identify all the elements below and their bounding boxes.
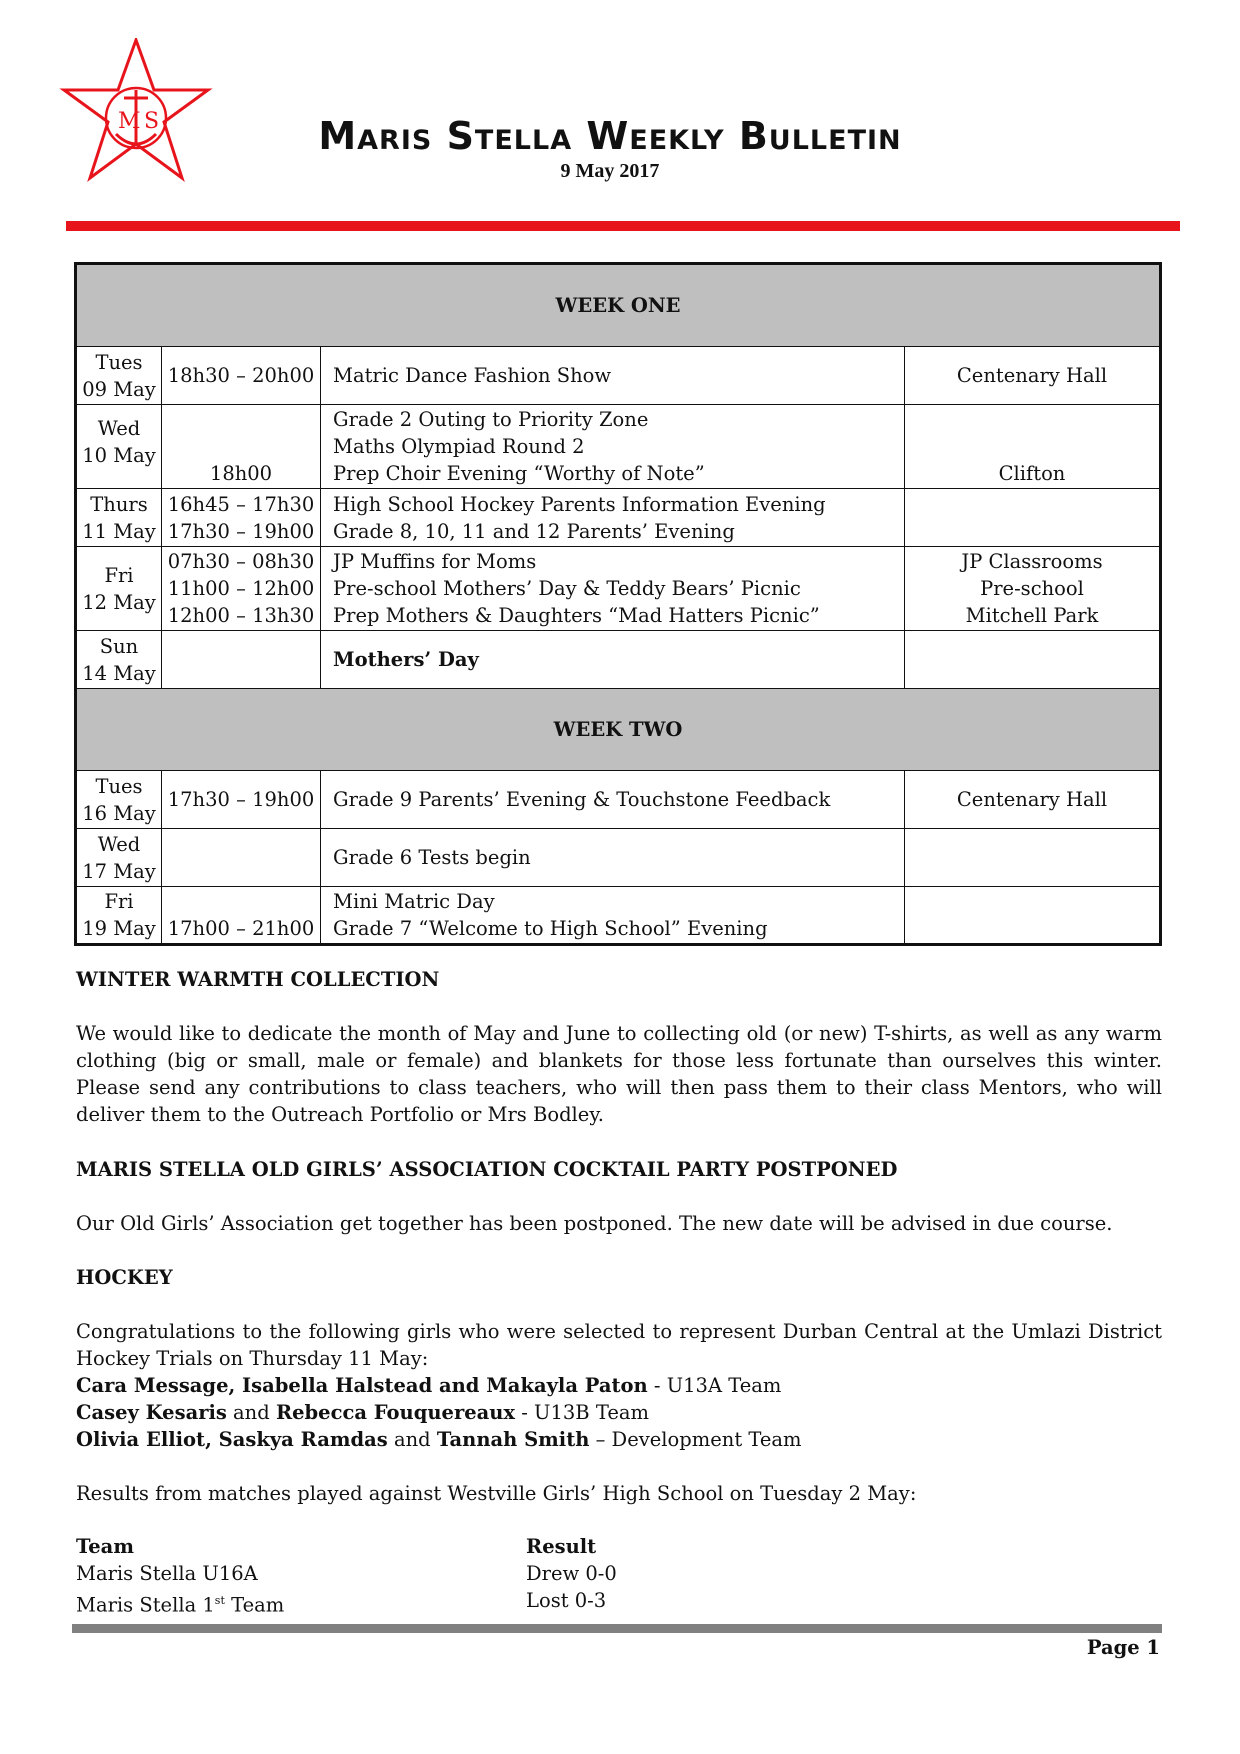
date-label: 09 May: [82, 377, 156, 401]
week-one-heading: WEEK ONE: [76, 264, 1161, 347]
event-label: Prep Choir Evening “Worthy of Note”: [333, 462, 705, 485]
table-row: [76, 887, 1161, 945]
old-girls-text: Our Old Girls’ Association get together has been postponed. The new date will be advised in due course.: [76, 1212, 1113, 1235]
date-label: 19 May: [82, 917, 156, 940]
player-names: Rebecca Fouquereaux: [275, 1401, 516, 1424]
event-label: Pre-school Mothers’ Day & Teddy Bears’ Picnic: [333, 577, 801, 600]
day-label: Tues: [95, 774, 143, 798]
player-names: Casey Kesaris: [76, 1401, 227, 1424]
results-header-result: Result: [526, 1535, 597, 1558]
results-score: Drew 0-0: [526, 1562, 617, 1585]
time-label: 12h00 – 13h30: [167, 604, 315, 627]
event-label: Prep Mothers & Daughters “Mad Hatters Picnic”: [333, 604, 820, 627]
results-team-column: [76, 1533, 284, 1619]
old-girls-section: [76, 1156, 1162, 1237]
school-logo: [58, 38, 214, 190]
event-label: Maths Olympiad Round 2: [333, 435, 585, 458]
table-row: [76, 547, 1161, 631]
hockey-intro: Congratulations to the following girls who were selected to represent Durban Central at the Umlazi District Hockey Trials on Thursday 11 May:: [76, 1320, 1162, 1370]
week-one-header-row: [76, 264, 1161, 347]
day-label: Fri: [104, 890, 134, 913]
date-label: 14 May: [82, 661, 156, 685]
hockey-section: [76, 1264, 1162, 1507]
bulletin-date: 9 May 2017: [560, 160, 660, 182]
venue-label: Centenary Hall: [956, 788, 1108, 811]
day-label: Fri: [104, 563, 134, 587]
venue-label: Mitchell Park: [965, 604, 1099, 627]
time-label: 17h00 – 21h00: [167, 917, 315, 940]
time-label: 11h00 – 12h00: [167, 577, 315, 600]
team-name: – Development Team: [589, 1428, 802, 1451]
event-label: Grade 9 Parents’ Evening & Touchstone Feedback: [333, 788, 831, 811]
logo-letter-m: M: [118, 109, 141, 134]
results-intro: Results from matches played against Westville Girls’ High School on Tuesday 2 May:: [76, 1482, 917, 1505]
hockey-heading: HOCKEY: [76, 1266, 173, 1289]
header-divider: [66, 221, 1180, 231]
time-label: 17h30 – 19h00: [167, 519, 315, 543]
venue-label: Pre-school: [980, 577, 1084, 600]
hockey-selection-line: [76, 1399, 1162, 1426]
team-name: - U13B Team: [515, 1401, 649, 1424]
event-label: Grade 8, 10, 11 and 12 Parents’ Evening: [333, 519, 735, 543]
bulletin-title: Maris Stella Weekly Bulletin: [318, 114, 902, 158]
venue-label: Clifton: [998, 462, 1066, 485]
date-label: 10 May: [82, 444, 156, 467]
player-names: Tannah Smith: [436, 1428, 590, 1451]
table-row: [76, 631, 1161, 689]
logo-letter-s: S: [144, 109, 160, 134]
team-name: - U13A Team: [647, 1374, 782, 1397]
results-score: Lost 0-3: [526, 1589, 607, 1612]
day-label: Thurs: [90, 492, 148, 516]
day-label: Wed: [97, 832, 141, 856]
day-label: Sun: [99, 634, 139, 658]
date-label: 12 May: [82, 590, 156, 614]
time-label: 18h00: [209, 462, 273, 485]
time-label: 16h45 – 17h30: [167, 492, 315, 516]
results-team: Maris Stella U16A: [76, 1562, 258, 1585]
event-label: Matric Dance Fashion Show: [333, 364, 612, 387]
player-names: Cara Message, Isabella Halstead and Makayla Paton: [76, 1374, 648, 1397]
table-row: [76, 829, 1161, 887]
conjunction: and: [226, 1401, 276, 1424]
event-label: Grade 2 Outing to Priority Zone: [333, 408, 649, 431]
date-label: 17 May: [82, 859, 156, 883]
winter-text: We would like to dedicate the month of May and June to collecting old (or new) T-shirts, as well as any warm clothing (big or small, male or female) and blankets for those less fortunate than ourselves this winter. Please send any contributions to class teachers, who will then pass them to their class Mentors, who will deliver them to the Outreach Portfolio or Mrs Bodley.: [76, 1022, 1162, 1126]
date-label: 11 May: [82, 519, 156, 543]
event-label: Mothers’ Day: [333, 648, 479, 671]
time-label: 18h30 – 20h00: [167, 364, 315, 387]
hockey-selection-line: [76, 1372, 1162, 1399]
event-label: JP Muffins for Moms: [333, 550, 537, 573]
page-number: Page 1: [1086, 1636, 1160, 1659]
table-row: [76, 771, 1161, 829]
results-result-column: [526, 1533, 617, 1614]
table-row: [76, 405, 1161, 489]
time-label: 07h30 – 08h30: [167, 550, 315, 573]
schedule-table: [74, 262, 1162, 946]
conjunction: and: [387, 1428, 437, 1451]
table-row: [76, 489, 1161, 547]
week-two-heading: WEEK TWO: [76, 689, 1161, 771]
date-label: 16 May: [82, 801, 156, 825]
hockey-selection-line: [76, 1426, 1162, 1453]
event-label: Mini Matric Day: [333, 890, 495, 913]
event-label: High School Hockey Parents Information Evening: [333, 492, 826, 516]
event-label: Grade 7 “Welcome to High School” Evening: [333, 917, 768, 940]
venue-label: Centenary Hall: [956, 364, 1108, 387]
results-header-team: Team: [76, 1535, 134, 1558]
footer-divider: [72, 1624, 1162, 1633]
week-two-header-row: [76, 689, 1161, 771]
day-label: Wed: [97, 417, 141, 440]
results-team: Maris Stella 1st Team: [76, 1593, 285, 1617]
venue-label: JP Classrooms: [961, 550, 1103, 573]
time-label: 17h30 – 19h00: [167, 788, 315, 811]
table-row: [76, 347, 1161, 405]
day-label: Tues: [95, 350, 143, 374]
player-names: Olivia Elliot, Saskya Ramdas: [76, 1428, 388, 1451]
winter-section: [76, 966, 1162, 1128]
event-label: Grade 6 Tests begin: [333, 846, 531, 869]
old-girls-heading: MARIS STELLA OLD GIRLS’ ASSOCIATION COCKTAIL PARTY POSTPONED: [76, 1158, 898, 1181]
winter-heading: WINTER WARMTH COLLECTION: [76, 968, 440, 991]
